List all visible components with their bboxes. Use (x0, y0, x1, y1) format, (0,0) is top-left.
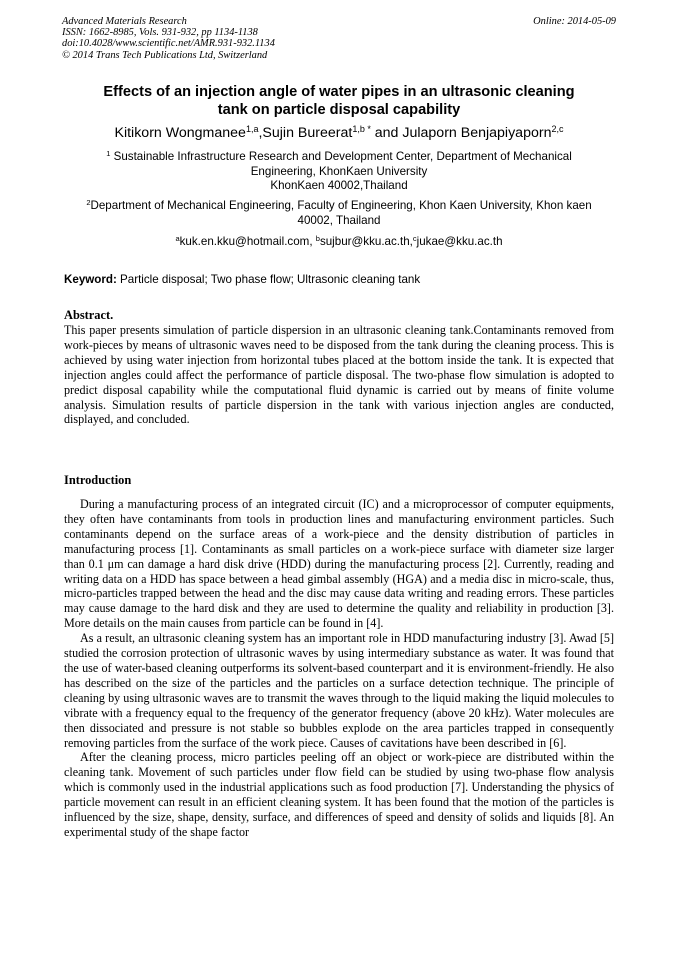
title-line-1: Effects of an injection angle of water pipes in an ultrasonic cleaning (103, 84, 575, 100)
author-3: Julaporn Benjapiyaporn (402, 125, 552, 141)
introduction-body (64, 497, 614, 840)
author-list (62, 124, 616, 142)
abstract-body (64, 323, 614, 427)
affiliation-1-line-2: Engineering, KhonKaen University (250, 164, 428, 178)
affiliation-2-mark: 2 (86, 198, 91, 207)
email-a-mark: a (175, 234, 180, 243)
author-separator-2: and (370, 125, 403, 141)
author-1: Kitikorn Wongmanee (114, 125, 246, 141)
email-c-mark: c (412, 234, 417, 243)
intro-paragraph-1: During a manufacturing process of an integrated circuit (IC) and a microprocessor of computer equipments, they often have contaminants from tools in production lines and manufacturing environment particles. Such contaminants depend on the surface areas of a work-piece and the density distribution of particles in manufacturing process [1]. Contaminants as small particles on a work-piece surface with diameter size larger than 0.1 μm can damage a hard disk drive (HDD) during the manufacturing process [2]. Currently, reading and writing data on a HDD has space between a head gimbal assembly (HGA) and a media disc in micro-scale, thus, micro-particles trapped between the head and the disc may cause data writing and reading errors. These particles may cause damage to the hard disk and they are used to determine the quality and reliability in production [3]. More details on the main causes from particle can be found in [4]. (64, 497, 614, 631)
affiliation-1 (62, 150, 616, 194)
title-line-2: tank on particle disposal capability (217, 102, 461, 118)
keyword-text: Particle disposal; Two phase flow; Ultrasonic cleaning tank (116, 273, 421, 286)
email-b[interactable]: sujbur@kku.ac.th, (319, 235, 413, 248)
affiliation-1-line-1: Sustainable Infrastructure Research and Development Center, Department of Mechanical (110, 150, 572, 163)
online-date: Online: 2014-05-09 (533, 16, 616, 27)
paper-title (62, 83, 616, 119)
doi-line: doi:10.4028/www.scientific.net/AMR.931-932.1134 (62, 38, 275, 50)
affiliation-2-line-2: 40002, Thailand (297, 213, 381, 227)
affiliation-1-line-3: KhonKaen 40002,Thailand (270, 179, 408, 193)
email-c[interactable]: jukae@kku.ac.th (416, 235, 503, 248)
abstract-heading: Abstract. (64, 308, 114, 322)
author-1-affil: 1,a (245, 124, 259, 134)
email-a[interactable]: kuk.en.kku@hotmail.com, (179, 235, 316, 248)
intro-paragraph-3: After the cleaning process, micro particles peeling off an object or work-piece are distributed within the cleaning tank. Movement of such particles under flow field can be studied by using two-phase flow analysis which is commonly used in the industrial applications such as food production [7]. Understanding the physics of particle movement can result in an efficient cleaning system. It has been found that the motion of the particles is influenced by the size, shape, density, surface, and differences of speed and density of solids and liquids [8]. An experimental study of the shape factor (64, 750, 614, 839)
abstract-paragraph: This paper presents simulation of particle dispersion in an ultrasonic cleaning tank.Contaminants removed from work-pieces by means of ultrasonic waves need to be disposed from the tank during the cleaning process. This is achieved by using water injection from horizontal tubes placed at the bottom inside the tank. It is expected that injection angles could affect the performance of particle disposal. The two-phase flow simulation is adopted to predict disposal capability while the computational fluid dynamic is carried out by means of finite volume analysis. Simulation results of particle dispersion in the tank with various injection angles are conducted, displayed, and concluded. (64, 323, 614, 427)
issn-line: ISSN: 1662-8985, Vols. 931-932, pp 1134-1138 (62, 27, 258, 39)
introduction-heading: Introduction (64, 473, 132, 487)
affiliation-1-mark: 1 (106, 149, 111, 158)
affiliation-2 (62, 199, 616, 228)
keyword-label: Keyword: (64, 273, 117, 286)
copyright-line: © 2014 Trans Tech Publications Ltd, Switzerland (62, 49, 268, 61)
author-2: Sujin Bureerat (262, 125, 353, 141)
author-2-affil: 1,b * (352, 124, 371, 134)
author-separator-1: , (258, 125, 263, 141)
intro-paragraph-2: As a result, an ultrasonic cleaning system has an important role in HDD manufacturing industry [3]. Awad [5] studied the corrosion protection of ultrasonic waves by using intermediary substance as water. It was found that the use of water-based cleaning outperforms its solvent-based counterpart and it is environment-friendly. He also has described on the size of the particles and the particles on a surface detection technique. The principle of cleaning by using ultrasonic waves are to transmit the waves through to the liquid making the liquid molecules to vibrate with a frequency equal to the frequency of the generator frequency (above 20 kHz). Water molecules are then dissociated and pressure is not stable so bubbles explode on the area particles trapped in consequently removing particles from the surface of the work piece. Causes of cavitations have been described in [6]. (64, 631, 614, 750)
author-3-affil: 2,c (551, 124, 564, 134)
affiliation-2-line-1: Department of Mechanical Engineering, Faculty of Engineering, Khon Kaen University, Khon kaen (90, 199, 592, 212)
journal-name: Advanced Materials Research (62, 16, 187, 27)
publication-header (62, 16, 616, 61)
email-b-mark: b (315, 234, 320, 243)
keywords (64, 273, 618, 287)
author-emails (62, 235, 616, 249)
